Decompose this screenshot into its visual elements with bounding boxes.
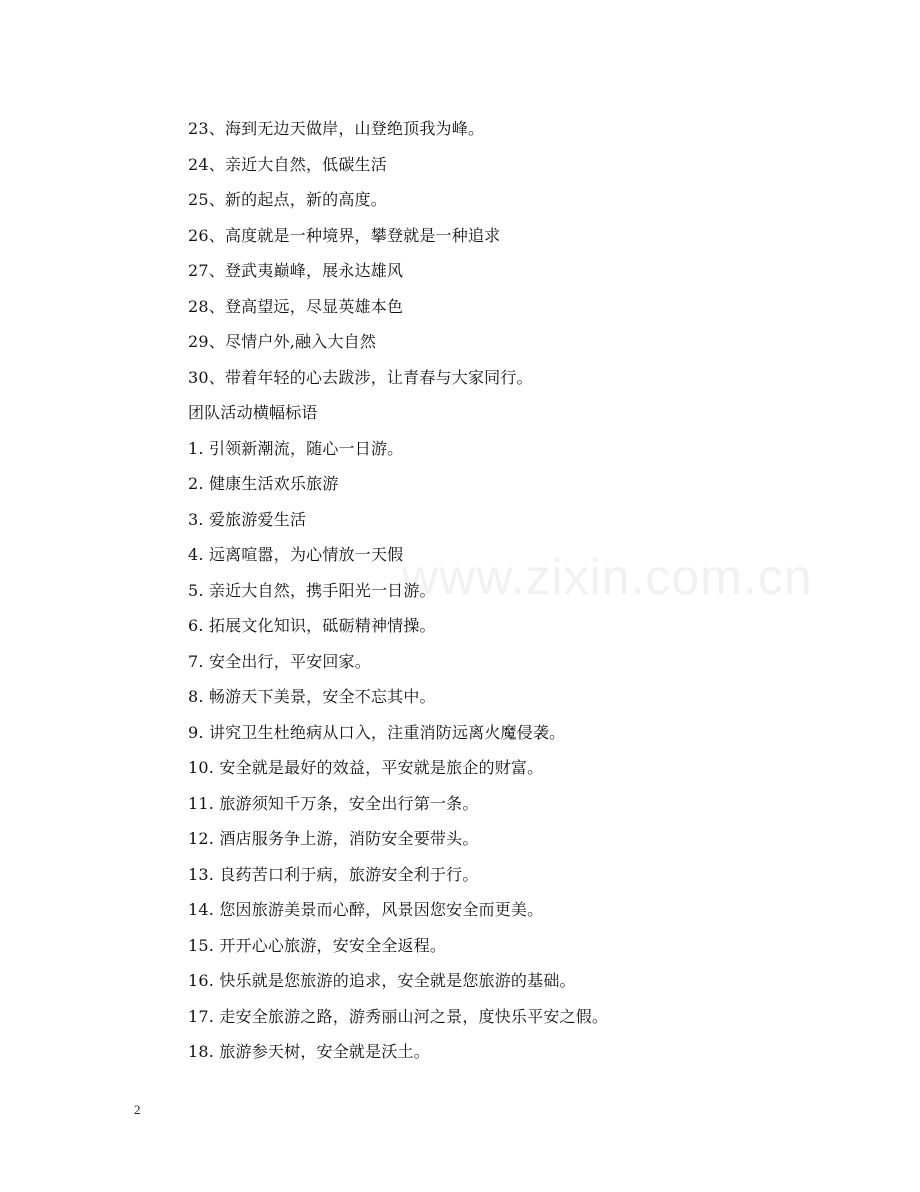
page-number: 2 (134, 1102, 141, 1117)
banner-slogan-line: 14. 您因旅游美景而心醉，风景因您安全而更美。 (188, 900, 544, 919)
banner-slogan-line: 3. 爱旅游爱生活 (188, 509, 307, 529)
banner-slogan-line: 12. 酒店服务争上游，消防安全要带头。 (188, 829, 479, 848)
banner-slogan-line: 7. 安全出行，平安回家。 (188, 651, 371, 671)
watermark: www.zixin.com.cn (402, 549, 813, 605)
slogan-line: 25、新的起点，新的高度。 (188, 190, 387, 209)
banner-slogan-line: 6. 拓展文化知识，砥砺精神情操。 (188, 616, 436, 635)
banner-slogan-line: 18. 旅游参天树，安全就是沃土。 (188, 1042, 430, 1061)
document-body (188, 111, 828, 1070)
banner-slogan-line: 15. 开开心心旅游，安安全全返程。 (188, 935, 447, 955)
banner-slogan-line: 17. 走安全旅游之路，游秀丽山河之景，度快乐平安之假。 (188, 1006, 609, 1026)
slogan-line: 30、带着年轻的心去跋涉，让青春与大家同行。 (188, 367, 533, 387)
banner-slogan-line: 4. 远离喧嚣，为心情放一天假 (188, 545, 404, 564)
slogan-line: 24、亲近大自然，低碳生活 (188, 154, 387, 174)
banner-slogan-line: 11. 旅游须知千万条，安全出行第一条。 (188, 793, 479, 813)
slogan-line: 26、高度就是一种境界，攀登就是一种追求 (188, 225, 501, 245)
banner-slogan-line: 13. 良药苦口利于病，旅游安全利于行。 (188, 864, 479, 884)
slogan-line: 23、海到无边天做岸，山登绝顶我为峰。 (188, 119, 485, 138)
banner-slogan-line: 5. 亲近大自然，携手阳光一日游。 (188, 580, 436, 600)
section-heading: 团队活动横幅标语 (188, 403, 318, 422)
banner-slogan-line: 16. 快乐就是您旅游的追求，安全就是您旅游的基础。 (188, 971, 576, 990)
slogan-line: 27、登武夷巅峰，展永达雄风 (188, 261, 404, 280)
slogan-line: 29、尽情户外,融入大自然 (188, 332, 377, 351)
banner-slogan-line: 2. 健康生活欢乐旅游 (188, 474, 339, 493)
banner-slogan-line: 8. 畅游天下美景，安全不忘其中。 (188, 687, 436, 706)
banner-slogan-line: 1. 引领新潮流，随心一日游。 (188, 438, 404, 458)
slogan-line: 28、登高望远，尽显英雄本色 (188, 296, 404, 316)
banner-slogan-line: 10. 安全就是最好的效益，平安就是旅企的财富。 (188, 758, 544, 777)
banner-slogan-line: 9. 讲究卫生杜绝病从口入，注重消防远离火魔侵袭。 (188, 722, 566, 742)
